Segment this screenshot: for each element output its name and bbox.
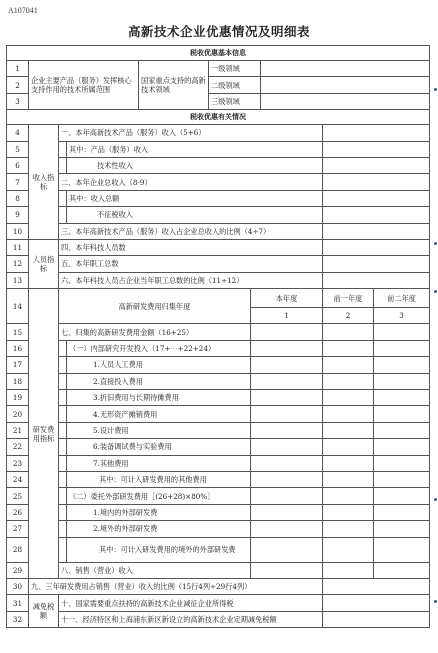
year-cell[interactable] bbox=[251, 390, 323, 406]
amount-cell[interactable] bbox=[323, 256, 430, 272]
amount-cell[interactable] bbox=[323, 611, 430, 627]
year-cell[interactable] bbox=[251, 324, 323, 340]
year-cell[interactable] bbox=[374, 439, 430, 455]
row-label: 5.设计费用 bbox=[67, 422, 251, 438]
table-row bbox=[7, 455, 430, 471]
row-label: 6.装备调试费与实验费用 bbox=[67, 439, 251, 455]
line-number: 27 bbox=[7, 521, 29, 537]
line-number: 8 bbox=[7, 190, 29, 206]
table-row bbox=[7, 357, 430, 373]
row-label: 一、本年高新技术产品（服务）收入（5+6） bbox=[59, 125, 323, 141]
indent bbox=[59, 406, 67, 422]
row-label: 四、本年科技人员数 bbox=[59, 239, 323, 255]
year-cell[interactable] bbox=[251, 422, 323, 438]
year-col-number: 1 bbox=[251, 308, 323, 324]
line-number: 32 bbox=[7, 611, 29, 627]
indent bbox=[59, 521, 67, 537]
row-label: 三、本年高新技术产品（服务）收入占企业总收入的比例（4÷7） bbox=[59, 223, 323, 239]
line-number: 25 bbox=[7, 488, 29, 504]
year-cell[interactable] bbox=[374, 422, 430, 438]
line-number: 23 bbox=[7, 455, 29, 471]
year-cell[interactable] bbox=[374, 488, 430, 504]
table-row bbox=[7, 272, 430, 288]
row-label: 1.人员人工费用 bbox=[67, 357, 251, 373]
margin-marker bbox=[434, 242, 437, 245]
year-cell[interactable] bbox=[323, 406, 374, 422]
year-cell[interactable] bbox=[374, 537, 430, 562]
table-row bbox=[7, 488, 430, 504]
year-cell[interactable] bbox=[251, 471, 323, 487]
line-number: 15 bbox=[7, 324, 29, 340]
margin-marker bbox=[434, 498, 437, 501]
table-row bbox=[7, 521, 430, 537]
row-label: 九、三年研发费用占销售（营业）收入的比例（15行4列÷29行4列） bbox=[29, 578, 323, 594]
amount-cell[interactable] bbox=[323, 190, 430, 206]
year-cell[interactable] bbox=[251, 521, 323, 537]
year-cell[interactable] bbox=[374, 562, 430, 578]
row-label: 五、本年职工总数 bbox=[59, 256, 323, 272]
year-cell[interactable] bbox=[323, 471, 374, 487]
exempt-category: 减免税额 bbox=[29, 595, 59, 628]
indent bbox=[59, 390, 67, 406]
table-row bbox=[7, 390, 430, 406]
year-cell[interactable] bbox=[251, 340, 323, 356]
line-number: 22 bbox=[7, 439, 29, 455]
line-number: 30 bbox=[7, 578, 29, 594]
row-label: 十一、经济特区和上海浦东新区新设立的高新技术企业定期减免税额 bbox=[59, 611, 323, 627]
year-cell[interactable] bbox=[251, 373, 323, 389]
table-row bbox=[7, 223, 430, 239]
line-number: 19 bbox=[7, 390, 29, 406]
row-label: 二、本年企业总收入（8-9） bbox=[59, 174, 323, 190]
amount-cell[interactable] bbox=[323, 223, 430, 239]
section-header-details bbox=[7, 110, 430, 125]
line-number: 16 bbox=[7, 340, 29, 356]
line-number: 31 bbox=[7, 595, 29, 611]
year-cell[interactable] bbox=[323, 504, 374, 520]
indent bbox=[59, 207, 67, 223]
line-number: 4 bbox=[7, 125, 29, 141]
row-label: 六、本年科技人员占企业当年职工总数的比例（11÷12） bbox=[59, 272, 323, 288]
year-cell[interactable] bbox=[374, 504, 430, 520]
year-cell[interactable] bbox=[323, 488, 374, 504]
year-cell[interactable] bbox=[323, 340, 374, 356]
row-label: 不征税收入 bbox=[67, 207, 323, 223]
year-cell[interactable] bbox=[251, 537, 323, 562]
year-cell[interactable] bbox=[251, 357, 323, 373]
year-cell[interactable] bbox=[374, 390, 430, 406]
table-row bbox=[7, 422, 430, 438]
amount-cell[interactable] bbox=[323, 239, 430, 255]
indent bbox=[59, 340, 67, 356]
amount-cell[interactable] bbox=[323, 174, 430, 190]
table-row bbox=[7, 406, 430, 422]
indent bbox=[59, 488, 67, 504]
table-row bbox=[7, 141, 430, 157]
year-cell[interactable] bbox=[251, 406, 323, 422]
people-category: 人员指标 bbox=[29, 239, 59, 288]
row-label: 1.境内的外部研发费 bbox=[67, 504, 251, 520]
table-row bbox=[7, 157, 430, 173]
year-cell[interactable] bbox=[374, 373, 430, 389]
form-code: A107041 bbox=[8, 6, 38, 15]
year-cell[interactable] bbox=[323, 562, 374, 578]
row-label: 其中：产品（服务）收入 bbox=[67, 141, 323, 157]
amount-cell[interactable] bbox=[323, 595, 430, 611]
rd-category: 研发费用指标 bbox=[29, 289, 59, 579]
table-row bbox=[7, 471, 430, 487]
row-label: 2.境外的外部研发费 bbox=[67, 521, 251, 537]
line-number: 11 bbox=[7, 239, 29, 255]
line-number: 13 bbox=[7, 272, 29, 288]
year-col-number: 3 bbox=[374, 308, 430, 324]
section-title-basic: 税收优惠基本信息 bbox=[7, 46, 430, 61]
indent bbox=[59, 537, 67, 562]
table-row bbox=[7, 611, 430, 627]
section-title-details: 税收优惠有关情况 bbox=[7, 110, 430, 125]
row-label: 七、归集的高新研发费用金额（16+25） bbox=[59, 324, 251, 340]
amount-cell[interactable] bbox=[323, 157, 430, 173]
line-number: 14 bbox=[7, 289, 29, 324]
year-cell[interactable] bbox=[323, 324, 374, 340]
table-row bbox=[7, 239, 430, 255]
row-label: 其中：可计入研发费用的其他费用 bbox=[67, 471, 251, 487]
line-number: 26 bbox=[7, 504, 29, 520]
table-row bbox=[7, 562, 430, 578]
table-row bbox=[7, 373, 430, 389]
line-number: 2 bbox=[7, 77, 29, 93]
line-number: 18 bbox=[7, 373, 29, 389]
indent bbox=[59, 157, 67, 173]
level1-label: 一级领域 bbox=[209, 61, 261, 77]
indent bbox=[59, 504, 67, 520]
year-header: 前一年度 bbox=[323, 289, 374, 308]
line-number: 6 bbox=[7, 157, 29, 173]
year-cell[interactable] bbox=[251, 562, 323, 578]
preferential-detail-table bbox=[6, 45, 430, 628]
indent bbox=[59, 422, 67, 438]
table-row bbox=[7, 256, 430, 272]
table-row bbox=[7, 61, 430, 77]
year-cell[interactable] bbox=[374, 455, 430, 471]
row-label: 技术性收入 bbox=[67, 157, 323, 173]
amount-cell[interactable] bbox=[323, 141, 430, 157]
year-cell[interactable] bbox=[251, 504, 323, 520]
amount-cell[interactable] bbox=[323, 272, 430, 288]
line-number: 21 bbox=[7, 422, 29, 438]
table-row bbox=[7, 439, 430, 455]
year-header: 前二年度 bbox=[374, 289, 430, 308]
table-row bbox=[7, 578, 430, 594]
products-scope-label: 企业主要产品（服务）发挥核心支持作用的技术所属范围 bbox=[29, 61, 139, 110]
table-row bbox=[7, 207, 430, 223]
line-number: 1 bbox=[7, 61, 29, 77]
year-cell[interactable] bbox=[323, 521, 374, 537]
line-number: 24 bbox=[7, 471, 29, 487]
row-label: 十、国家需要重点扶持的高新技术企业减征企业所得税 bbox=[59, 595, 323, 611]
year-cell[interactable] bbox=[323, 373, 374, 389]
year-cell[interactable] bbox=[323, 422, 374, 438]
row-label: 其中：收入总额 bbox=[67, 190, 323, 206]
table-row bbox=[7, 125, 430, 141]
income-category: 收入指标 bbox=[29, 125, 59, 240]
row-label: 八、销售（营业）收入 bbox=[59, 562, 251, 578]
year-cell[interactable] bbox=[323, 390, 374, 406]
line-number: 10 bbox=[7, 223, 29, 239]
amount-cell[interactable] bbox=[323, 125, 430, 141]
table-row bbox=[7, 190, 430, 206]
year-cell[interactable] bbox=[374, 357, 430, 373]
row-label: 其中：可计入研发费用的境外的外部研发费 bbox=[67, 537, 251, 562]
indent bbox=[59, 439, 67, 455]
indent bbox=[59, 471, 67, 487]
year-cell[interactable] bbox=[374, 521, 430, 537]
level3-label: 三级领域 bbox=[209, 93, 261, 109]
line-number: 5 bbox=[7, 141, 29, 157]
rd-year-label: 高新研发费用归集年度 bbox=[59, 289, 251, 324]
year-cell[interactable] bbox=[374, 324, 430, 340]
margin-marker bbox=[434, 290, 437, 293]
key-field-label: 国家重点支持的高新技术领域 bbox=[139, 61, 209, 110]
page-title: 高新技术企业优惠情况及明细表 bbox=[127, 24, 310, 39]
table-row bbox=[7, 174, 430, 190]
table-row bbox=[7, 324, 430, 340]
year-cell[interactable] bbox=[323, 537, 374, 562]
year-cell[interactable] bbox=[323, 357, 374, 373]
year-cell[interactable] bbox=[374, 340, 430, 356]
year-cell[interactable] bbox=[323, 439, 374, 455]
year-cell[interactable] bbox=[323, 455, 374, 471]
section-header-basic bbox=[7, 46, 430, 61]
row-label: （二）委托外部研发费用［(26+28)×80%］ bbox=[67, 488, 251, 504]
level2-label: 二级领域 bbox=[209, 77, 261, 93]
indent bbox=[59, 190, 67, 206]
indent bbox=[59, 357, 67, 373]
row-label: （一）内部研究开发投入（17+⋯+22+24） bbox=[67, 340, 251, 356]
year-cell[interactable] bbox=[374, 471, 430, 487]
amount-cell[interactable] bbox=[323, 207, 430, 223]
row-label: 7.其他费用 bbox=[67, 455, 251, 471]
indent bbox=[59, 141, 67, 157]
level3-value[interactable] bbox=[261, 93, 430, 109]
indent bbox=[59, 455, 67, 471]
line-number: 12 bbox=[7, 256, 29, 272]
amount-cell[interactable] bbox=[323, 578, 430, 594]
line-number: 20 bbox=[7, 406, 29, 422]
indent bbox=[59, 373, 67, 389]
year-cell[interactable] bbox=[374, 406, 430, 422]
line-number: 7 bbox=[7, 174, 29, 190]
table-row bbox=[7, 504, 430, 520]
year-header: 本年度 bbox=[251, 289, 323, 308]
line-number: 29 bbox=[7, 562, 29, 578]
margin-marker bbox=[434, 88, 437, 91]
row-label: 4.无形资产摊销费用 bbox=[67, 406, 251, 422]
table-row bbox=[7, 340, 430, 356]
level2-value[interactable] bbox=[261, 77, 430, 93]
line-number: 3 bbox=[7, 93, 29, 109]
margin-marker bbox=[434, 600, 437, 603]
year-col-number: 2 bbox=[323, 308, 374, 324]
year-header-row bbox=[7, 289, 430, 308]
year-cell[interactable] bbox=[251, 439, 323, 455]
year-cell[interactable] bbox=[251, 488, 323, 504]
line-number: 17 bbox=[7, 357, 29, 373]
level1-value[interactable] bbox=[261, 61, 430, 77]
table-row bbox=[7, 595, 430, 611]
year-cell[interactable] bbox=[251, 455, 323, 471]
row-label: 2.直接投入费用 bbox=[67, 373, 251, 389]
line-number: 28 bbox=[7, 537, 29, 562]
line-number: 9 bbox=[7, 207, 29, 223]
row-label: 3.折旧费用与长期待摊费用 bbox=[67, 390, 251, 406]
table-row bbox=[7, 537, 430, 562]
